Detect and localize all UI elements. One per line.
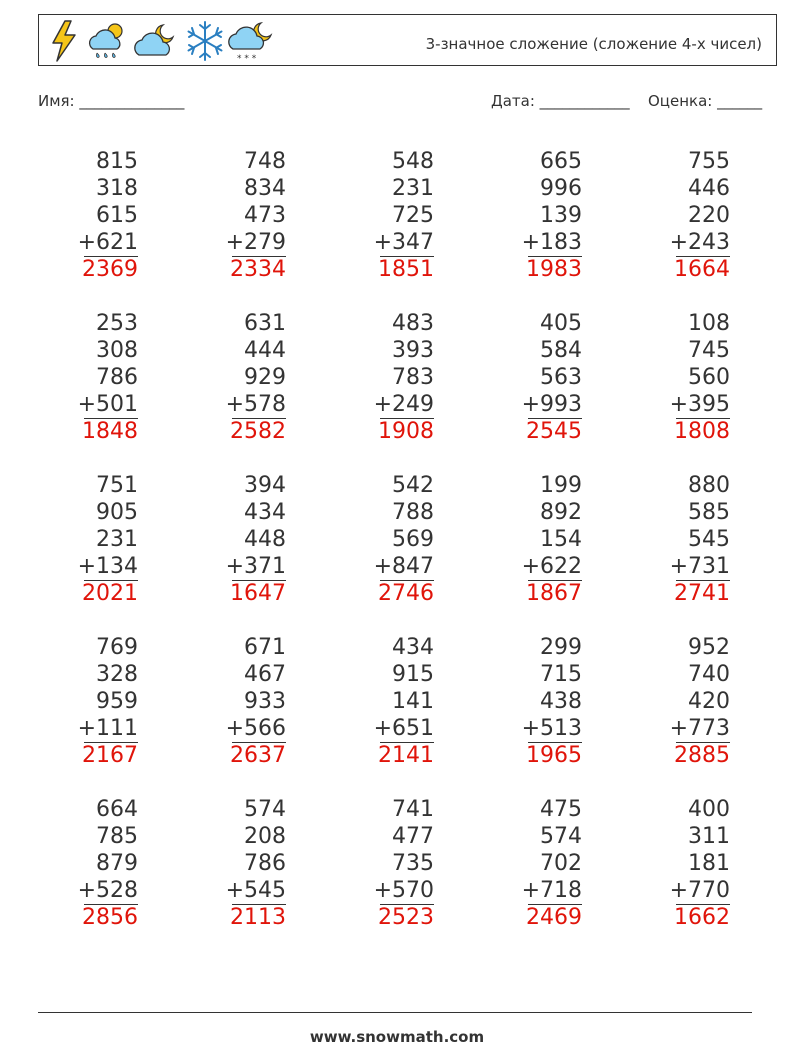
snowflake-icon <box>183 19 227 63</box>
addend: 785 <box>96 824 138 849</box>
addition-problem <box>620 796 730 931</box>
addition-problem <box>472 310 582 445</box>
footer-divider <box>38 1012 752 1013</box>
answer: 1867 <box>526 581 582 606</box>
addend: +513 <box>521 716 582 741</box>
sum-rule <box>84 418 138 419</box>
night-snow-cloud-icon <box>227 19 277 63</box>
addition-problem <box>620 148 730 283</box>
addend: +111 <box>77 716 138 741</box>
answer: 2885 <box>674 743 730 768</box>
addend: 952 <box>688 635 730 660</box>
addition-problem <box>324 472 434 607</box>
addend: +134 <box>77 554 138 579</box>
answer: 2582 <box>230 419 286 444</box>
addition-problem <box>176 148 286 283</box>
grade-field: Оценка: ______ <box>648 92 763 110</box>
addend: 740 <box>688 662 730 687</box>
answer: 1851 <box>378 257 434 282</box>
addend: +279 <box>225 230 286 255</box>
sum-rule <box>232 418 286 419</box>
answer: 2637 <box>230 743 286 768</box>
addend: +249 <box>373 392 434 417</box>
addend: 702 <box>540 851 582 876</box>
addend: 631 <box>244 311 286 336</box>
addend: 745 <box>688 338 730 363</box>
addend: 473 <box>244 203 286 228</box>
addend: 477 <box>392 824 434 849</box>
addend: 141 <box>392 689 434 714</box>
addend: 308 <box>96 338 138 363</box>
addend: +371 <box>225 554 286 579</box>
answer: 1965 <box>526 743 582 768</box>
addend: 318 <box>96 176 138 201</box>
sum-rule <box>232 256 286 257</box>
answer: 2113 <box>230 905 286 930</box>
sum-rule <box>380 742 434 743</box>
sum-rule <box>676 256 730 257</box>
addition-problem <box>472 634 582 769</box>
addend: 220 <box>688 203 730 228</box>
addend: 208 <box>244 824 286 849</box>
addend: 438 <box>540 689 582 714</box>
addend: 569 <box>392 527 434 552</box>
sum-rule <box>84 742 138 743</box>
sum-rule <box>232 580 286 581</box>
sum-rule <box>380 904 434 905</box>
addition-problem <box>472 472 582 607</box>
sum-rule <box>676 742 730 743</box>
addend: 741 <box>392 797 434 822</box>
addend: +545 <box>225 878 286 903</box>
addend: 786 <box>244 851 286 876</box>
sum-rule <box>380 580 434 581</box>
answer: 1848 <box>82 419 138 444</box>
addend: +847 <box>373 554 434 579</box>
addend: 434 <box>244 500 286 525</box>
addend: +395 <box>669 392 730 417</box>
addend: +183 <box>521 230 582 255</box>
addend: +993 <box>521 392 582 417</box>
addend: +347 <box>373 230 434 255</box>
answer: 1664 <box>674 257 730 282</box>
addend: 108 <box>688 311 730 336</box>
addend: 933 <box>244 689 286 714</box>
addend: 671 <box>244 635 286 660</box>
sum-rule <box>232 742 286 743</box>
answer: 2021 <box>82 581 138 606</box>
addend: 542 <box>392 473 434 498</box>
answer: 2141 <box>378 743 434 768</box>
answer: 2167 <box>82 743 138 768</box>
addition-problem <box>28 472 138 607</box>
weather-icons <box>47 19 277 63</box>
answer: 1647 <box>230 581 286 606</box>
addition-problem <box>472 148 582 283</box>
addition-problem <box>620 634 730 769</box>
addend: 328 <box>96 662 138 687</box>
addend: 769 <box>96 635 138 660</box>
addition-problem <box>324 310 434 445</box>
addition-problem <box>472 796 582 931</box>
cloud-icon <box>133 19 179 63</box>
addend: 393 <box>392 338 434 363</box>
addition-problem <box>324 148 434 283</box>
sum-rule <box>84 256 138 257</box>
sum-rule <box>676 418 730 419</box>
addend: +501 <box>77 392 138 417</box>
addend: 560 <box>688 365 730 390</box>
addend: 664 <box>96 797 138 822</box>
answer: 1808 <box>674 419 730 444</box>
answer: 2545 <box>526 419 582 444</box>
sum-rule <box>676 904 730 905</box>
addend: 548 <box>392 149 434 174</box>
addition-problem <box>176 796 286 931</box>
addition-problem <box>28 796 138 931</box>
addend: +528 <box>77 878 138 903</box>
addend: 715 <box>540 662 582 687</box>
answer: 2334 <box>230 257 286 282</box>
addend: 880 <box>688 473 730 498</box>
addition-problem <box>620 310 730 445</box>
addend: +622 <box>521 554 582 579</box>
addend: 905 <box>96 500 138 525</box>
addend: 615 <box>96 203 138 228</box>
addend: 448 <box>244 527 286 552</box>
addend: +566 <box>225 716 286 741</box>
sum-rule <box>232 904 286 905</box>
addend: 815 <box>96 149 138 174</box>
addend: 996 <box>540 176 582 201</box>
addend: 751 <box>96 473 138 498</box>
addend: 783 <box>392 365 434 390</box>
sum-rule <box>528 256 582 257</box>
sum-rule <box>84 580 138 581</box>
answer: 1983 <box>526 257 582 282</box>
footer-url: www.snowmath.com <box>309 1028 485 1046</box>
svg-text:* * *: * * * <box>237 54 257 63</box>
answer: 2469 <box>526 905 582 930</box>
addend: +578 <box>225 392 286 417</box>
addend: +243 <box>669 230 730 255</box>
answer: 2746 <box>378 581 434 606</box>
addition-problem <box>324 796 434 931</box>
date-field: Дата: ____________ <box>491 92 630 110</box>
addend: 665 <box>540 149 582 174</box>
addition-problem <box>176 310 286 445</box>
sum-rule <box>528 580 582 581</box>
addend: +651 <box>373 716 434 741</box>
answer: 1908 <box>378 419 434 444</box>
answer: 1662 <box>674 905 730 930</box>
addend: 748 <box>244 149 286 174</box>
addend: 231 <box>392 176 434 201</box>
addend: 394 <box>244 473 286 498</box>
addend: 584 <box>540 338 582 363</box>
addend: 929 <box>244 365 286 390</box>
addend: +621 <box>77 230 138 255</box>
addend: 299 <box>540 635 582 660</box>
addend: +773 <box>669 716 730 741</box>
addend: +570 <box>373 878 434 903</box>
answer: 2369 <box>82 257 138 282</box>
addend: 231 <box>96 527 138 552</box>
sum-rule <box>528 904 582 905</box>
addend: 725 <box>392 203 434 228</box>
addend: 834 <box>244 176 286 201</box>
name-field: Имя: ______________ <box>38 92 185 110</box>
addition-problem <box>176 634 286 769</box>
addend: 434 <box>392 635 434 660</box>
addition-problem <box>28 634 138 769</box>
addend: 154 <box>540 527 582 552</box>
addend: 467 <box>244 662 286 687</box>
answer: 2856 <box>82 905 138 930</box>
addend: 915 <box>392 662 434 687</box>
sum-rule <box>528 742 582 743</box>
addend: 545 <box>688 527 730 552</box>
addend: 735 <box>392 851 434 876</box>
rain-cloud-icon <box>85 19 129 63</box>
addition-problem <box>324 634 434 769</box>
addition-problem <box>620 472 730 607</box>
addition-problem <box>28 148 138 283</box>
sum-rule <box>380 418 434 419</box>
addition-problem <box>28 310 138 445</box>
addend: 585 <box>688 500 730 525</box>
addend: 475 <box>540 797 582 822</box>
sum-rule <box>528 418 582 419</box>
addition-problem <box>176 472 286 607</box>
sum-rule <box>380 256 434 257</box>
answer: 2741 <box>674 581 730 606</box>
addend: 788 <box>392 500 434 525</box>
addend: 139 <box>540 203 582 228</box>
lightning-icon <box>47 19 81 63</box>
addend: 444 <box>244 338 286 363</box>
addend: 892 <box>540 500 582 525</box>
addend: 181 <box>688 851 730 876</box>
sum-rule <box>676 580 730 581</box>
addend: +770 <box>669 878 730 903</box>
worksheet-title: 3-значное сложение (сложение 4-х чисел) <box>425 35 762 53</box>
addend: 420 <box>688 689 730 714</box>
addend: 253 <box>96 311 138 336</box>
addend: +731 <box>669 554 730 579</box>
answer: 2523 <box>378 905 434 930</box>
addend: 446 <box>688 176 730 201</box>
addend: 755 <box>688 149 730 174</box>
header-box <box>38 14 777 66</box>
addend: 400 <box>688 797 730 822</box>
addend: +718 <box>521 878 582 903</box>
addend: 786 <box>96 365 138 390</box>
addend: 311 <box>688 824 730 849</box>
addend: 483 <box>392 311 434 336</box>
addend: 199 <box>540 473 582 498</box>
addend: 574 <box>244 797 286 822</box>
addend: 563 <box>540 365 582 390</box>
addend: 959 <box>96 689 138 714</box>
addend: 405 <box>540 311 582 336</box>
addend: 879 <box>96 851 138 876</box>
sum-rule <box>84 904 138 905</box>
addend: 574 <box>540 824 582 849</box>
